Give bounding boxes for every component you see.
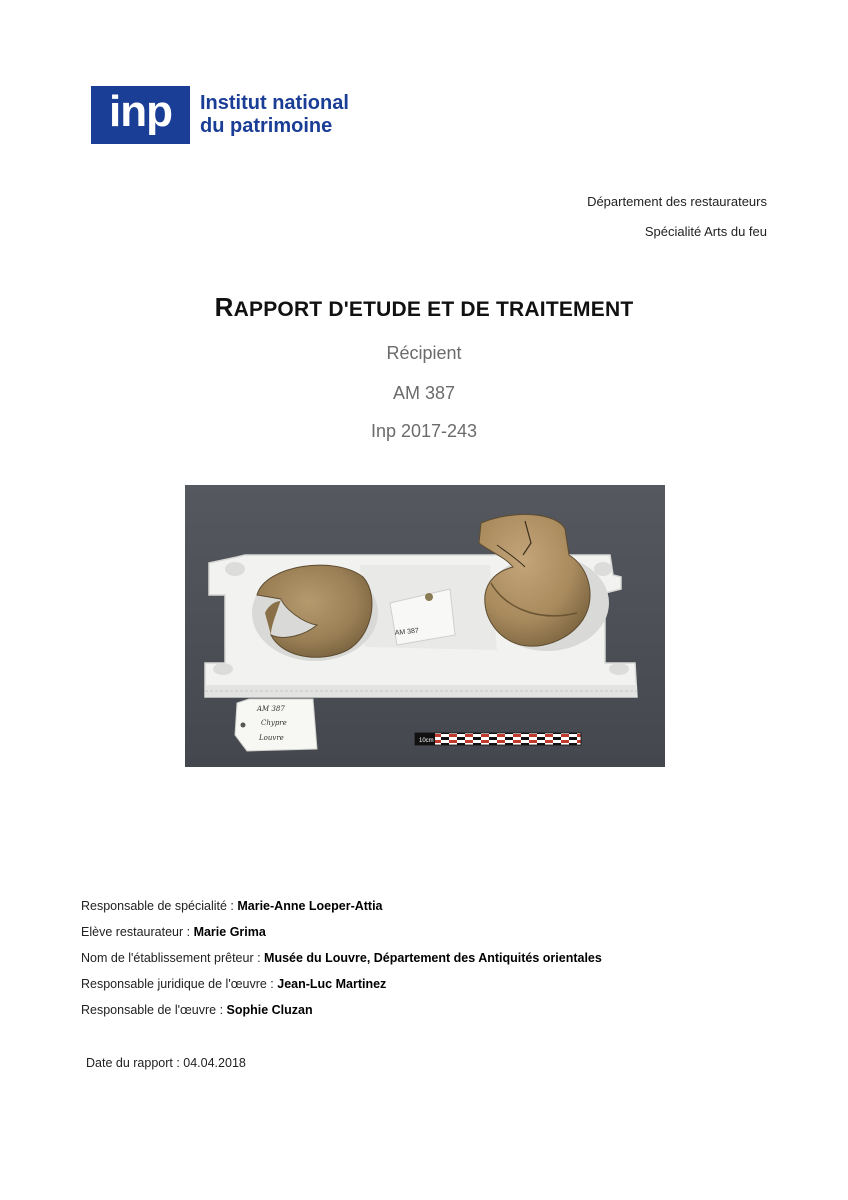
tag-line-1: AM 387: [257, 705, 285, 713]
inp-logo-text: [200, 92, 349, 138]
scale-label: 10cm: [419, 738, 434, 744]
info-label: Responsable juridique de l'œuvre :: [81, 977, 278, 991]
title-first-word-rest: APPORT: [233, 298, 323, 321]
info-value: Musée du Louvre, Département des Antiquités orientales: [264, 951, 602, 965]
department-name: Département des restaurateurs: [587, 194, 767, 209]
logo-line-2: du patrimoine: [200, 115, 333, 137]
report-title: [0, 292, 848, 323]
info-row: [81, 997, 602, 1023]
info-label: Responsable de spécialité :: [81, 899, 238, 913]
info-row: [81, 971, 602, 997]
info-label: Elève restaurateur :: [81, 925, 194, 939]
report-date: [86, 1056, 246, 1070]
object-photo: [185, 485, 665, 767]
date-value: 04.04.2018: [183, 1056, 246, 1070]
object-tag: [235, 699, 317, 751]
inp-logo: [91, 86, 349, 144]
object-number: AM 387: [392, 383, 456, 403]
info-label: Responsable de l'œuvre :: [81, 1003, 227, 1017]
info-row: [81, 919, 602, 945]
object-name: Récipient: [386, 343, 462, 363]
info-value: Sophie Cluzan: [226, 1003, 313, 1017]
specialty-name: Spécialité Arts du feu: [644, 224, 767, 239]
scale-bar: [415, 733, 581, 745]
vessel-label: AM 387: [394, 627, 420, 637]
report-info: [81, 893, 602, 1023]
tag-line-2: Chypre: [261, 719, 287, 727]
title-first-letter: R: [214, 292, 234, 322]
info-row: [81, 893, 602, 919]
info-value: Marie Grima: [193, 925, 266, 939]
title-rest: D'ETUDE ET DE TRAITEMENT: [322, 298, 634, 321]
info-value: Marie-Anne Loeper-Attia: [237, 899, 383, 913]
tag-line-3: Louvre: [259, 734, 284, 742]
info-row: [81, 945, 602, 971]
inp-number: Inp 2017-243: [370, 421, 478, 441]
logo-line-1: Institut national: [200, 92, 349, 114]
info-value: Jean-Luc Martinez: [277, 977, 387, 991]
inp-logo-mark: inp: [91, 86, 190, 144]
vessel-fragment-left: [252, 565, 378, 661]
department-header: [587, 187, 767, 247]
date-label: Date du rapport :: [86, 1056, 184, 1070]
info-label: Nom de l'établissement prêteur :: [81, 951, 265, 965]
